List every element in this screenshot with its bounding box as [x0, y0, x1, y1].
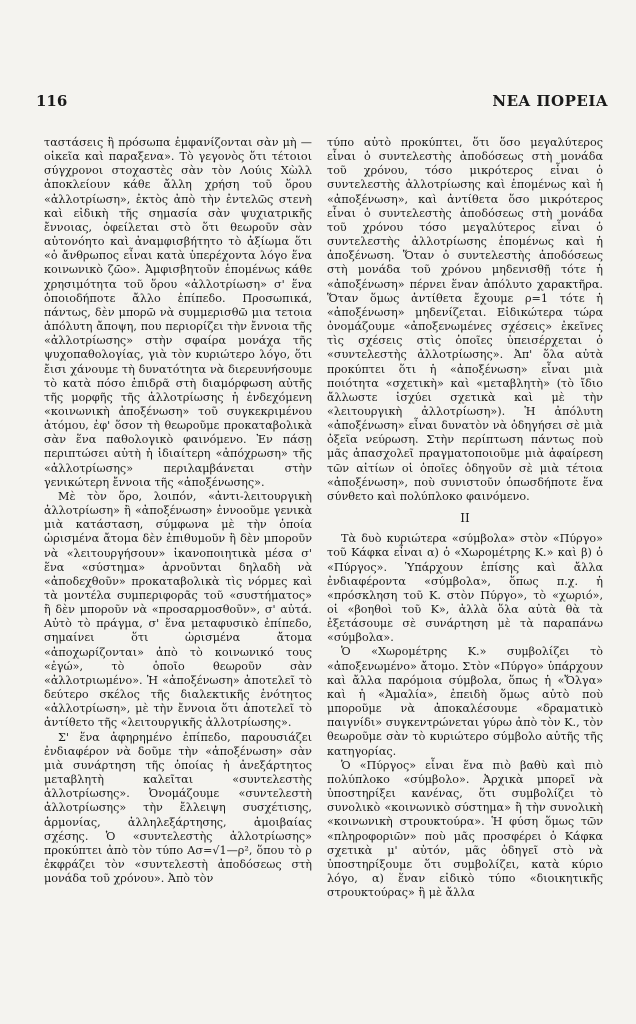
paragraph: ταστάσεις ἢ πρόσωπα ἐμφανίζονται σὰν μὴ — οἰκεῖα καὶ παραξενα». Τὸ γεγονὸς ὅτι τέτοιοι σύγχρονοι στοχαστὲς σὰν τὸν Λούις Χὼλλ ἀποκλείουν κάθε ἄλλη χρήση τοῦ ὅρου «ἀλλοτρίωση», ἐκτὸς ἀπὸ τὴν ἐντελῶς στενὴ καὶ εἰδικὴ τῆς σημασία σὰν ψυχιατρικῆς ἔννοιας, ὀφείλεται στὸ ὅτι θεωροῦν σὰν αὐτονόητο καὶ ἀναμφισβήτητο τὸ ἀξίωμα ὅτι «ὁ ἄνθρωπος εἶναι κατὰ ὑπερέχοντα λόγο ἕνα κοινωνικὸ ζῶο». Ἀμφισβητοῦν ἑπομένως κάθε χρησιμότητα τοῦ ὅρου «ἀλλοτρίωση» σ' ἕνα ὁποιοδήποτε ἄλλο ἐπίπεδο. Προσωπικά, πάντως, δὲν μπορῶ νὰ συμμερισθῶ μια τετοια ἀπόλυτη ἄποψη, που περιορίζει τὴν ἔννοια τῆς «ἀλλοτρίωσης» στὴν σφαίρα μονάχα τῆς ψυχοπαθολογίας, γιὰ τὸν κυριώτερο λόγο, ὅτι ἔισι χάνουμε τὴ δυνατότητα νὰ διερευνήσουμε τὸ κατὰ πόσο ἐπιδρᾶ στὴ διαμόρφωση αὐτῆς τῆς μορφῆς τῆς ἀλλοτρίωσης ἡ ἐνδεχόμενη «κοινωνικὴ ἀποξένωση» τοῦ συγκεκριμένου ἀτόμου, ἐφ' ὅσον τὴ θεωροῦμε προκαταβολικὰ σὰν ἕνα παθολογικὸ φαινόμενο. Ἐν πάσῃ περιπτώσει αὐτὴ ἡ ἰδιαίτερη «ἀπόχρωση» τῆς «ἀλλοτρίωσης» περιλαμβάνεται στὴν γενικώτερη ἔννοια τῆς «ἀποξένωσης». [44, 136, 312, 489]
left-column [44, 136, 312, 886]
paragraph: τύπο αὐτὸ προκύπτει, ὅτι ὅσο μεγαλύτερος εἶναι ὁ συντελεστὴς ἀποδόσεως στὴ μονάδα τοῦ χρόνου, τόσο μικρότερος εἶναι ὁ συντελεστὴς ἀλλοτρίωσης καὶ ἑπομένως καὶ ἡ «ἀποξένωση», καὶ ἀντίθετα ὅσο μικρότερος εἶναι ὁ συντελεστὴς ἀποδόσεως στὴ μονάδα τοῦ χρόνου τόσο μεγαλύτερος εἶναι ὁ συντελεστὴς ἀλλοτρίωσης ἑπομένως καὶ ἡ ἀποξένωση. Ὅταν ὁ συντελεστὴς ἀποδόσεως στὴ μονάδα τοῦ χρόνου μηδενισθῇ τότε ἡ «ἀποξένωση» πέρνει ἕναν ἀπόλυτο χαρακτῆρα. Ὅταν ὅμως ἀντίθετα ἔχουμε ρ=1 τότε ἡ «ἀποξένωση» μηδενίζεται. Εἰδικώτερα τώρα ὀνομάζουμε «ἀποξενωμένες σχέσεις» ἐκεῖνες τὶς σχέσεις στὶς ὁποῖες ὑπεισέρχεται ὁ «συντελεστὴς ἀλλοτρίωσης». Ἀπ' ὅλα αὐτὰ προκύπτει ὅτι ἡ «ἀποξένωση» εἶναι μιὰ ποιότητα «σχετικὴ» καὶ «μεταβλητὴ» (τὸ ἴδιο ἄλλωστε ἰσχύει σχετικὰ καὶ μὲ τὴν «λειτουργικὴ ἀλλοτρίωση»). Ἡ ἀπόλυτη «ἀποξένωση» εἶναι δυνατὸν νὰ ὁδηγήσει σὲ μιὰ ὀξεῖα νεύρωση. Στὴν περίπτωση πάντως ποὺ μᾶς ἀπασχολεῖ πραγματοποιοῦμε μιὰ ἀφαίρεση τῶν αἰτίων οἱ ὁποῖες ὁδηγοῦν σὲ μιὰ τέτοια «ἀποξένωση», ποὺ συνιστοῦν ὁπωσδήποτε ἕνα σύνθετο καὶ πολύπλοκο φαινόμενο. [327, 136, 603, 503]
paragraph: Σ' ἕνα ἀφηρημένο ἐπίπεδο, παρουσιάζει ἐνδιαφέρον νὰ δοῦμε τὴν «ἀποξένωση» σὰν μιὰ συνάρτηση τῆς ὁποίας ἡ ἀνεξάρτητος μεταβλητὴ καλεῖται «συντελεστὴς ἀλλοτρίωσης». Ὀνομάζουμε «συντελεστὴ ἀλλοτρίωσης» τὴν ἔλλειψη συσχέτισης, ἁρμονίας, ἀλληλεξάρτησης, ἀμοιβαίας σχέσης. Ὁ «συντελεστὴς ἀλλοτρίωσης» προκύπτει ἀπὸ τὸν τύπο Ασ=√1—ρ², ὅπου τὸ ρ ἐκφράζει τὸν «συντελεστὴ ἀποδόσεως στὴ μονάδα τοῦ χρόνου». Ἀπὸ τὸν [44, 730, 312, 886]
right-column [327, 136, 603, 900]
paragraph: Τὰ δυὸ κυριώτερα «σύμβολα» στὸν «Πύργο» τοῦ Κάφκα εἶναι α) ὁ «Χωρομέτρης Κ.» καὶ β) ὁ «Πύργος». Ὑπάρχουν ἐπίσης καὶ ἄλλα ἐνδιαφέροντα «σύμβολα», ὅπως π.χ. ἡ «πρόσκληση τοῦ Κ. στὸν Πύργο», τὸ «χωριό», οἱ «βοηθοὶ τοῦ Κ», ἀλλὰ ὅλα αὐτὰ θὰ τὰ ἐξετάσουμε σὲ συνάρτηση μὲ τὰ παραπάνω «σύμβολα». [327, 532, 603, 645]
section-number: ΙΙ [460, 511, 470, 526]
running-header [36, 92, 608, 114]
paragraph: Ὁ «Πύργος» εἶναι ἕνα πιὸ βαθὺ καὶ πιὸ πολύπλοκο «σύμβολο». Ἀρχικὰ μπορεῖ νὰ ὑποστηρίξει κανένας, ὅτι συμβολίζει τὸ συνολικὸ «κοινωνικὸ σύστημα» ἢ τὴν συνολικὴ «κοινωνικὴ στρουκτούρα». Ἡ φύση ὅμως τῶν «πληροφοριῶν» ποὺ μᾶς προσφέρει ὁ Κάφκα σχετικὰ μ' αὐτόν, μᾶς ὁδηγεῖ στὸ νὰ ὑποστηρίξουμε ὅτι συμβολίζει, κατὰ κύριο λόγο, α) ἕναν εἰδικὸ τύπο «διοικητικῆς στρουκτούρας» ἢ μὲ ἄλλα [327, 758, 603, 900]
journal-title: ΝΕΑ ΠΟΡΕΙΑ [492, 92, 608, 110]
page-number: 116 [36, 92, 68, 110]
paragraph: Μὲ τὸν ὅρο, λοιπόν, «ἀντι-λειτουργικὴ ἀλλοτρίωση» ἢ «ἀποξένωση» ἐννοοῦμε γενικὰ μιὰ κατάσταση, σύμφωνα μὲ τὴν ὁποία ὡρισμένα ἄτομα δὲν ἐπιθυμοῦν ἢ δὲν μποροῦν νὰ «λειτουργήσουν» ἱκανοποιητικὰ μέσα σ' ἕνα «σύστημα» ἀρνοῦνται δηλαδὴ νὰ «ἀποδεχθοῦν» προκαταβολικὰ τὶς νόρμες καὶ τὰ μοντέλα συμπεριφορᾶς τοῦ «συστήματος» ἢ δὲν μποροῦν νὰ «προσαρμοσθοῦν», σ' αὐτά. Αὐτὸ τὸ πράγμα, σ' ἕνα μεταφυσικὸ ἐπίπεδο, σημαίνει ὅτι ὡρισμένα ἄτομα «ἀποχωρίζονται» ἀπὸ τὸ κοινωνικό τους «ἐγώ», τὸ ὁποῖο θεωροῦν σὰν «ἀλλοτριωμένο». Ἡ «ἀποξένωση» ἀποτελεῖ τὸ δεύτερο σκέλος τῆς διαλεκτικῆς ἑνότητος «ἀλλοτρίωση», μὲ τὴν ἔννοια ὅτι ἀποτελεῖ τὸ ἀντίθετο τῆς «λειτουργικῆς ἀλλοτρίωσης». [44, 489, 312, 730]
paragraph: Ὁ «Χωρομέτρης Κ.» συμβολίζει τὸ «ἀποξενωμένο» ἄτομο. Στὸν «Πύργο» ὑπάρχουν καὶ ἄλλα παρόμοια σύμβολα, ὅπως ἡ «Ὄλγα» καὶ ἡ «Ἀμαλία», ἐπειδὴ ὅμως αὐτὸ ποὺ μποροῦμε νὰ ἀποκαλέσουμε «δραματικὸ παιγνίδι» συγκεντρώνεται γύρω ἀπὸ τὸν Κ., τὸν θεωροῦμε σὰν τὸ κυριώτερο σύμβολο αὐτῆς τῆς κατηγορίας. [327, 645, 603, 758]
